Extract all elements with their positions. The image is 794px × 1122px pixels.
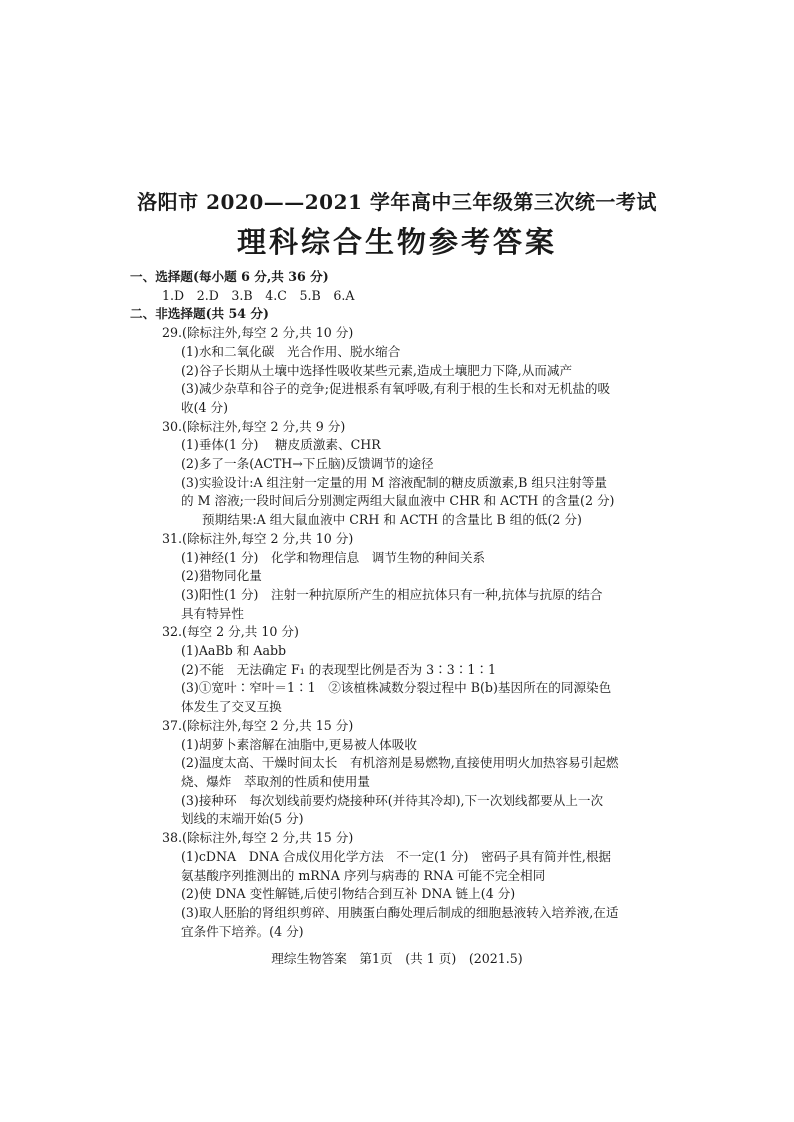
answer-line: (1)cDNA DNA 合成仪用化学方法 不一定(1 分) 密码子具有简并性,根据 (181, 848, 612, 864)
answer-line: (2)不能 无法确定 F₁ 的表现型比例是否为 3∶3∶1∶1 (181, 661, 496, 677)
answer-line: 宜条件下培养。(4 分) (181, 923, 304, 939)
answer-line: (1)神经(1 分) 化学和物理信息 调节生物的种间关系 (181, 549, 486, 565)
answer-content (130, 268, 670, 941)
answer-line: 37.(除标注外,每空 2 分,共 15 分) (162, 717, 354, 733)
answer-line: (3)减少杂草和谷子的竞争;促进根系有氧呼吸,有利于根的生长和对无机盐的吸 (181, 381, 611, 397)
answer-line: 划线的末端开始(5 分) (181, 811, 304, 827)
answer-line: (2)猎物同化量 (181, 568, 262, 584)
answer-line: (3)①宽叶∶窄叶＝1∶1 ②该植株减数分裂过程中 B(b)基因所在的同源染色 (181, 680, 612, 696)
answer-line: 1.D 2.D 3.B 4.C 5.B 6.A (162, 287, 355, 303)
answer-line: (1)AaBb 和 Aabb (181, 643, 287, 659)
answer-line: (1)胡萝卜素溶解在油脂中,更易被人体吸收 (181, 736, 417, 752)
answer-line: 一、选择题(每小题 6 分,共 36 分) (130, 269, 329, 284)
answer-line: 氨基酸序列推测出的 mRNA 序列与病毒的 RNA 可能不完全相同 (181, 867, 546, 883)
answer-line: 31.(除标注外,每空 2 分,共 10 分) (162, 530, 354, 546)
answer-line: (3)实验设计:A 组注射一定量的用 M 溶液配制的糖皮质激素,B 组只注射等量 (181, 474, 607, 490)
answer-line: 29.(除标注外,每空 2 分,共 10 分) (162, 325, 354, 341)
answer-line: (3)接种环 每次划线前要灼烧接种环(并待其冷却),下一次划线都要从上一次 (181, 792, 604, 808)
answer-line: (1)水和二氧化碳 光合作用、脱水缩合 (181, 343, 401, 359)
answer-line: (2)温度太高、干燥时间太长 有机溶剂是易燃物,直接使用明火加热容易引起燃 (181, 755, 619, 771)
answer-line: (1)垂体(1 分) 糖皮质激素、CHR (181, 437, 381, 453)
answer-line: 体发生了交叉互换 (181, 699, 282, 715)
answer-title: 理科综合生物参考答案 (236, 225, 557, 259)
answer-line: 二、非选择题(共 54 分) (130, 306, 269, 322)
answer-line: 的 M 溶液;一段时间后分别测定两组大鼠血液中 CHR 和 ACTH 的含量(2 分) (181, 493, 615, 509)
answer-line: (3)阳性(1 分) 注射一种抗原所产生的相应抗体只有一种,抗体与抗原的结合 (181, 586, 603, 602)
answer-line: (2)谷子长期从土壤中选择性吸收某些元素,造成土壤肥力下降,从而减产 (181, 362, 573, 378)
answer-line: 32.(每空 2 分,共 10 分) (162, 624, 299, 640)
answer-line: 预期结果:A 组大鼠血液中 CRH 和 ACTH 的含量比 B 组的低(2 分) (202, 512, 582, 528)
answer-line: 30.(除标注外,每空 2 分,共 9 分) (162, 418, 346, 434)
answer-line: 38.(除标注外,每空 2 分,共 15 分) (162, 830, 354, 846)
page-footer: 理综生物答案 第1页 (共 1 页) (2021.5) (271, 951, 523, 966)
answer-line: 收(4 分) (181, 399, 229, 415)
exam-title: 洛阳市 2020——2021 学年高中三年级第三次统一考试 (137, 190, 657, 214)
answer-line: (3)取人胚胎的肾组织剪碎、用胰蛋白酶处理后制成的细胞悬液转入培养液,在适 (181, 904, 619, 920)
answer-line: (2)使 DNA 变性解链,后使引物结合到互补 DNA 链上(4 分) (181, 886, 516, 902)
answer-line: 烧、爆炸 萃取剂的性质和使用量 (181, 773, 370, 789)
answer-line: (2)多了一条(ACTH→下丘脑)反馈调节的途径 (181, 456, 434, 472)
answer-line: 具有特异性 (181, 605, 244, 621)
